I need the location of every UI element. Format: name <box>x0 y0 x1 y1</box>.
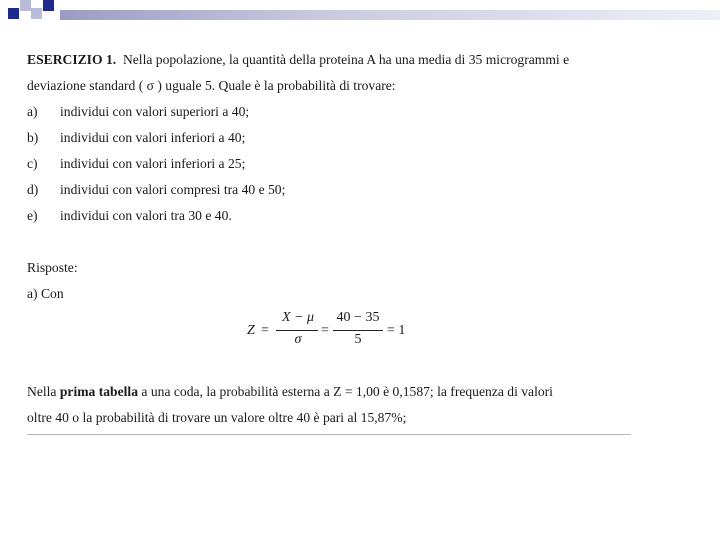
exercise-intro-line-2 <box>27 78 396 94</box>
bottom-divider <box>27 434 631 435</box>
answer-paragraph-bold: prima tabella <box>59 384 139 399</box>
formula-equals-2: = <box>321 323 329 338</box>
formula-z: Z <box>247 323 255 338</box>
header-square-dark-1 <box>8 8 19 19</box>
exercise-intro-text-1: Nella popolazione, la quantità della proteina A ha una media di 35 microgrammi e <box>122 52 570 67</box>
header-square-dark-2 <box>43 0 54 11</box>
list-item-d <box>27 182 285 198</box>
answer-paragraph-text-1a: Nella <box>27 384 60 399</box>
list-item-c <box>27 156 245 172</box>
list-item-a <box>27 104 249 120</box>
formula-denominator-2: 5 <box>354 332 362 347</box>
list-item-text: individui con valori superiori a 40; <box>60 104 250 119</box>
list-item-text: individui con valori compresi tra 40 e 50; <box>60 182 286 197</box>
list-item-text: individui con valori tra 30 e 40. <box>60 208 232 223</box>
list-item-label: a) <box>27 104 38 119</box>
list-item-e <box>27 208 232 224</box>
list-item-b <box>27 130 245 146</box>
exercise-intro-text-2b: ) uguale 5. Quale è la probabilità di trovare: <box>153 78 396 93</box>
list-item-label: d) <box>27 182 39 197</box>
formula-fraction-line-1 <box>276 330 318 331</box>
answers-heading: Risposte: <box>27 260 78 275</box>
answer-paragraph-line-1 <box>27 384 553 400</box>
sigma-symbol: σ <box>146 78 154 93</box>
formula-result: = 1 <box>387 323 406 338</box>
formula-denominator-1: σ <box>294 332 302 347</box>
formula-fraction-line-2 <box>333 330 383 331</box>
answer-paragraph-text-1b: a una coda, la probabilità esterna a Z = 1,00 è 0,1587; la frequenza di valori <box>138 384 553 399</box>
formula-numerator-2: 40 − 35 <box>336 310 380 325</box>
answer-paragraph-line-2: oltre 40 o la probabilità di trovare un valore oltre 40 è pari al 15,87%; <box>27 410 407 425</box>
list-item-label: e) <box>27 208 38 223</box>
answer-a-intro: a) Con <box>27 286 64 301</box>
exercise-intro-line-1 <box>27 52 569 68</box>
exercise-title: ESERCIZIO 1. <box>27 52 117 67</box>
formula-equals-1: = <box>261 323 269 338</box>
formula-numerator-1: X − μ <box>281 310 315 325</box>
header-square-light-2 <box>31 8 42 19</box>
slide-header-decoration <box>0 0 720 22</box>
list-item-label: b) <box>27 130 39 145</box>
list-item-text: individui con valori inferiori a 40; <box>60 130 246 145</box>
list-item-label: c) <box>27 156 38 171</box>
list-item-text: individui con valori inferiori a 25; <box>60 156 246 171</box>
exercise-intro-text-2a: deviazione standard ( <box>27 78 147 93</box>
header-square-light-1 <box>20 0 31 11</box>
header-gradient-bar <box>60 10 720 20</box>
z-score-formula <box>247 310 427 354</box>
